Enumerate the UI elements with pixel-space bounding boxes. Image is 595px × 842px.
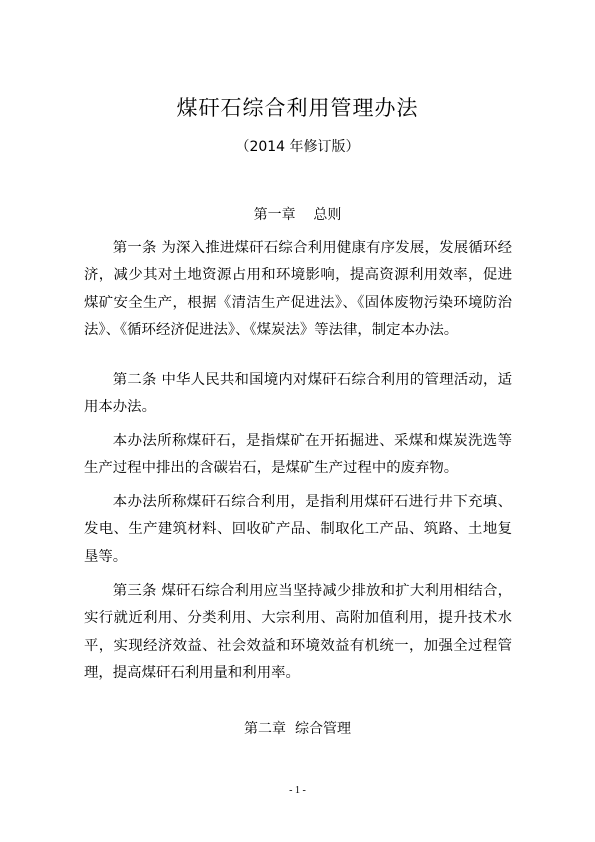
utilization-definition-paragraph: 本办法所称煤矸石综合利用，是指利用煤矸石进行井下充填、发电、生产建筑材料、回收矿产品、制取化工产品、筑路、土地复垦等。 xyxy=(84,494,512,565)
document-title: 煤矸石综合利用管理办法 xyxy=(176,96,419,120)
document-subtitle: （2014 年修订版） xyxy=(235,139,360,155)
page-number: - 1 - xyxy=(289,785,306,796)
definition-paragraph: 本办法所称煤矸石，是指煤矿在开拓掘进、采煤和煤炭洗选等生产过程中排出的含碳岩石，是煤矿生产过程中的废弃物。 xyxy=(84,433,512,477)
chapter-heading-2: 第二章 综合管理 xyxy=(244,721,351,737)
article-1-paragraph: 第一条 为深入推进煤矸石综合利用健康有序发展，发展循环经济，减少其对土地资源占用和环境影响，提高资源利用效率，促进煤矿安全生产，根据《清洁生产促进法》、《固体废物污染环境防治法》、《循环经济促进法》、《煤炭法》等法律，制定本办法。 xyxy=(84,240,512,338)
article-3-paragraph: 第三条 煤矸石综合利用应当坚持减少排放和扩大利用相结合，实行就近利用、分类利用、大宗利用、高附加值利用，提升技术水平，实现经济效益、社会效益和环境效益有机统一，加强全过程管理，提高煤矸石利用量和利用率。 xyxy=(84,583,512,681)
article-2-paragraph: 第二条 中华人民共和国境内对煤矸石综合利用的管理活动，适用本办法。 xyxy=(84,372,512,416)
chapter-heading-1: 第一章 总则 xyxy=(253,207,342,223)
